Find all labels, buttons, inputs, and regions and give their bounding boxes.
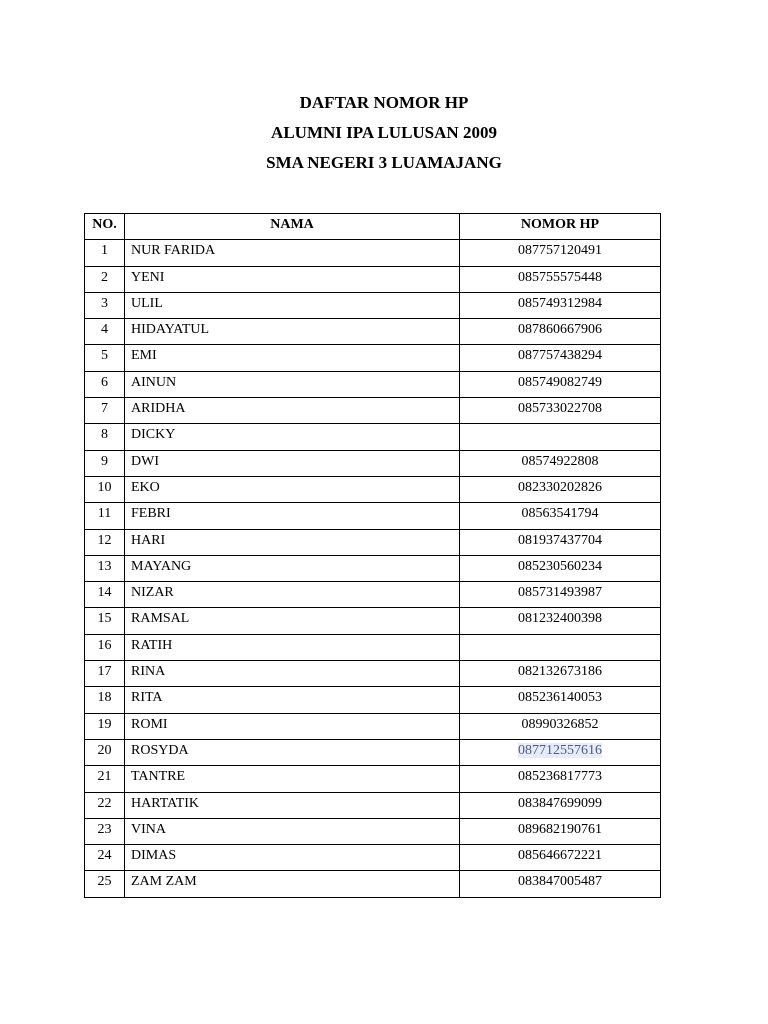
row-name: FEBRI — [125, 503, 460, 529]
table-row — [85, 871, 661, 897]
row-name: AINUN — [125, 371, 460, 397]
table-row — [85, 555, 661, 581]
row-phone — [460, 739, 661, 765]
table-row — [85, 450, 661, 476]
row-phone: 085236140053 — [460, 687, 661, 713]
row-phone: 087860667906 — [460, 319, 661, 345]
row-phone: 089682190761 — [460, 818, 661, 844]
row-number: 16 — [85, 634, 125, 660]
row-phone: 08574922808 — [460, 450, 661, 476]
row-phone: 083847005487 — [460, 871, 661, 897]
table-row — [85, 687, 661, 713]
row-number: 15 — [85, 608, 125, 634]
row-number: 20 — [85, 739, 125, 765]
row-number: 24 — [85, 845, 125, 871]
row-phone: 085731493987 — [460, 582, 661, 608]
table-row — [85, 266, 661, 292]
row-name: DIMAS — [125, 845, 460, 871]
table-row — [85, 845, 661, 871]
row-number: 18 — [85, 687, 125, 713]
table-body — [85, 240, 661, 897]
row-name: RINA — [125, 661, 460, 687]
row-name: RAMSAL — [125, 608, 460, 634]
row-phone: 085230560234 — [460, 555, 661, 581]
table-row — [85, 476, 661, 502]
row-name: EKO — [125, 476, 460, 502]
table-row — [85, 766, 661, 792]
row-number: 3 — [85, 292, 125, 318]
table-row — [85, 582, 661, 608]
row-phone: 087757438294 — [460, 345, 661, 371]
title-line-2: ALUMNI IPA LULUSAN 2009 — [271, 123, 497, 142]
row-name: EMI — [125, 345, 460, 371]
document-header — [0, 92, 768, 182]
table-row — [85, 345, 661, 371]
row-number: 6 — [85, 371, 125, 397]
row-number: 11 — [85, 503, 125, 529]
row-name: NIZAR — [125, 582, 460, 608]
row-name: ULIL — [125, 292, 460, 318]
row-number: 5 — [85, 345, 125, 371]
row-phone: 085749312984 — [460, 292, 661, 318]
row-name: ARIDHA — [125, 398, 460, 424]
row-name: RATIH — [125, 634, 460, 660]
row-number: 9 — [85, 450, 125, 476]
title-line-3: SMA NEGERI 3 LUAMAJANG — [266, 153, 502, 172]
row-name: RITA — [125, 687, 460, 713]
phone-number-table — [84, 213, 661, 898]
row-name: MAYANG — [125, 555, 460, 581]
table-row — [85, 503, 661, 529]
table-row — [85, 792, 661, 818]
row-number: 2 — [85, 266, 125, 292]
row-number: 12 — [85, 529, 125, 555]
table-row — [85, 398, 661, 424]
row-phone: 08563541794 — [460, 503, 661, 529]
row-name: ZAM ZAM — [125, 871, 460, 897]
row-name: ROMI — [125, 713, 460, 739]
row-name: HARI — [125, 529, 460, 555]
table-row — [85, 713, 661, 739]
column-header-name: NAMA — [125, 214, 460, 240]
row-name: HIDAYATUL — [125, 319, 460, 345]
table-row — [85, 371, 661, 397]
row-name: DWI — [125, 450, 460, 476]
row-number: 25 — [85, 871, 125, 897]
table-header-row — [85, 214, 661, 240]
row-name: HARTATIK — [125, 792, 460, 818]
row-phone: 083847699099 — [460, 792, 661, 818]
row-number: 21 — [85, 766, 125, 792]
row-number: 7 — [85, 398, 125, 424]
row-name: DICKY — [125, 424, 460, 450]
table-row — [85, 818, 661, 844]
row-phone: 085733022708 — [460, 398, 661, 424]
row-number: 4 — [85, 319, 125, 345]
row-number: 19 — [85, 713, 125, 739]
row-name: YENI — [125, 266, 460, 292]
row-phone: 082132673186 — [460, 661, 661, 687]
row-number: 17 — [85, 661, 125, 687]
title-line-1: DAFTAR NOMOR HP — [299, 93, 469, 112]
row-phone: 081232400398 — [460, 608, 661, 634]
row-number: 22 — [85, 792, 125, 818]
row-phone: 085755575448 — [460, 266, 661, 292]
column-header-no: NO. — [85, 214, 125, 240]
table-row — [85, 319, 661, 345]
row-name: VINA — [125, 818, 460, 844]
table-row — [85, 661, 661, 687]
row-phone: 085749082749 — [460, 371, 661, 397]
table-row — [85, 240, 661, 266]
row-number: 14 — [85, 582, 125, 608]
row-phone: 087757120491 — [460, 240, 661, 266]
row-phone: 082330202826 — [460, 476, 661, 502]
row-phone — [460, 424, 661, 450]
table-row — [85, 608, 661, 634]
column-header-phone: NOMOR HP — [460, 214, 661, 240]
row-phone: 085236817773 — [460, 766, 661, 792]
table-row — [85, 292, 661, 318]
row-phone — [460, 634, 661, 660]
row-number: 1 — [85, 240, 125, 266]
table-row — [85, 424, 661, 450]
row-number: 8 — [85, 424, 125, 450]
row-name: ROSYDA — [125, 739, 460, 765]
table-row — [85, 634, 661, 660]
row-number: 23 — [85, 818, 125, 844]
row-name: TANTRE — [125, 766, 460, 792]
table-row — [85, 529, 661, 555]
row-phone: 085646672221 — [460, 845, 661, 871]
row-phone: 08990326852 — [460, 713, 661, 739]
row-number: 13 — [85, 555, 125, 581]
row-phone: 081937437704 — [460, 529, 661, 555]
table-row — [85, 739, 661, 765]
row-name: NUR FARIDA — [125, 240, 460, 266]
highlighted-phone-link[interactable]: 087712557616 — [518, 742, 602, 758]
row-number: 10 — [85, 476, 125, 502]
